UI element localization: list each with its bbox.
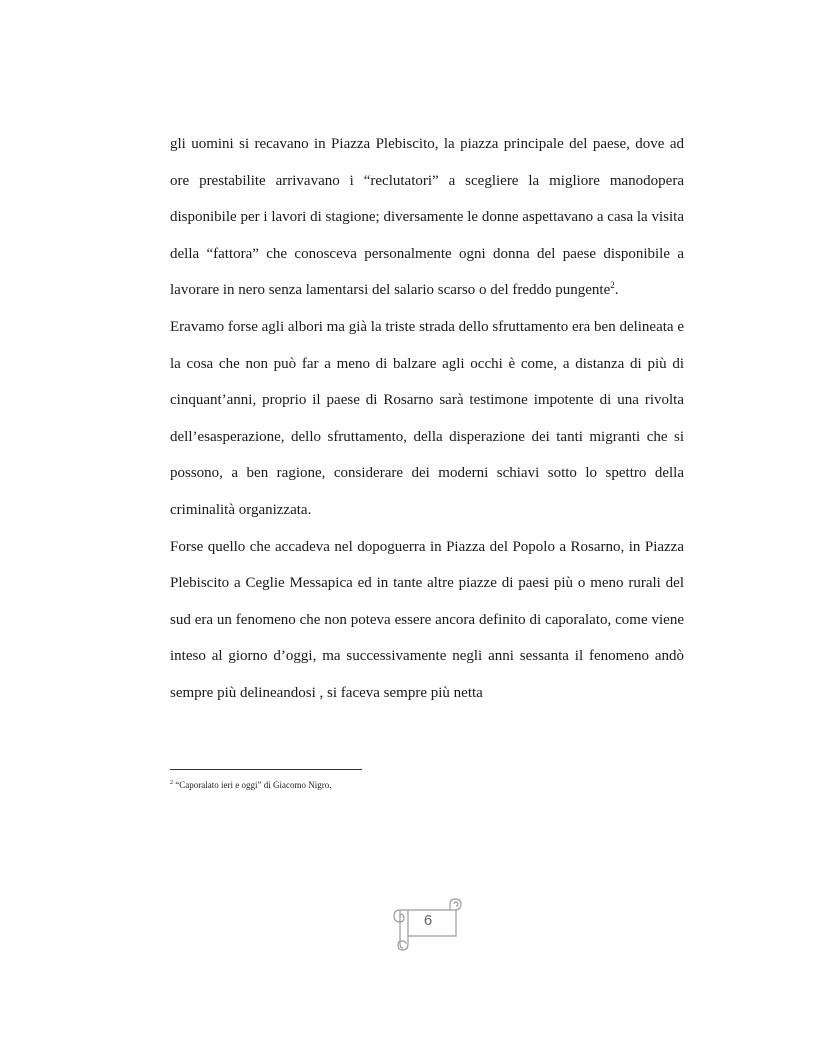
paragraph-3: Forse quello che accadeva nel dopoguerra in Piazza del Popolo a Rosarno, in Piazza Plebiscito a Ceglie Messapica ed in tante altre piazze di paesi più o meno rurali del sud era un fenomeno che non poteva essere ancora definito di caporalato, come viene inteso al giorno d’oggi, ma successivamente negli anni sessanta il fenomeno andò sempre più delineandosi , si faceva sempre più netta <box>170 538 684 701</box>
paragraph-1-tail: . <box>614 282 619 299</box>
paragraph-2: Eravamo forse agli albori ma già la triste strada dello sfruttamento era ben delineata e la cosa che non può far a meno di balzare agli occhi è come, a distanza di più di cinquant’anni, proprio il paese di Rosarno sarà testimone impotente di una rivolta dell’esasperazione, dello sfruttamento, della disperazione dei tanti migranti che si possono, a ben ragione, considerare dei moderni schiavi sotto lo spettro della criminalità organizzata. <box>170 318 684 518</box>
paragraph-1-text: gli uomini si recavano in Piazza Plebiscito, la piazza principale del paese, dove ad ore prestabilite arrivavano i “reclutatori” a scegliere la migliore manodopera disponibile per i lavori di stagione; diversamente le donne aspettavano a casa la visita della “fattora” che conosceva personalmente ogni donna del paese disponibile a lavorare in nero senza lamentarsi del salario scarso o del freddo pungente <box>170 136 684 299</box>
footnote-text: “Caporalato ieri e oggi” di Giacomo Nigro. <box>173 780 332 790</box>
page-number: 6 <box>423 912 433 929</box>
paragraph-1 <box>170 126 684 309</box>
footnote-number: 2 <box>170 780 173 786</box>
body-text <box>170 126 684 712</box>
footnote-reference: 2 <box>610 280 615 291</box>
footnote <box>170 778 331 792</box>
footnote-separator <box>170 769 362 770</box>
page-number-scroll <box>390 896 464 952</box>
